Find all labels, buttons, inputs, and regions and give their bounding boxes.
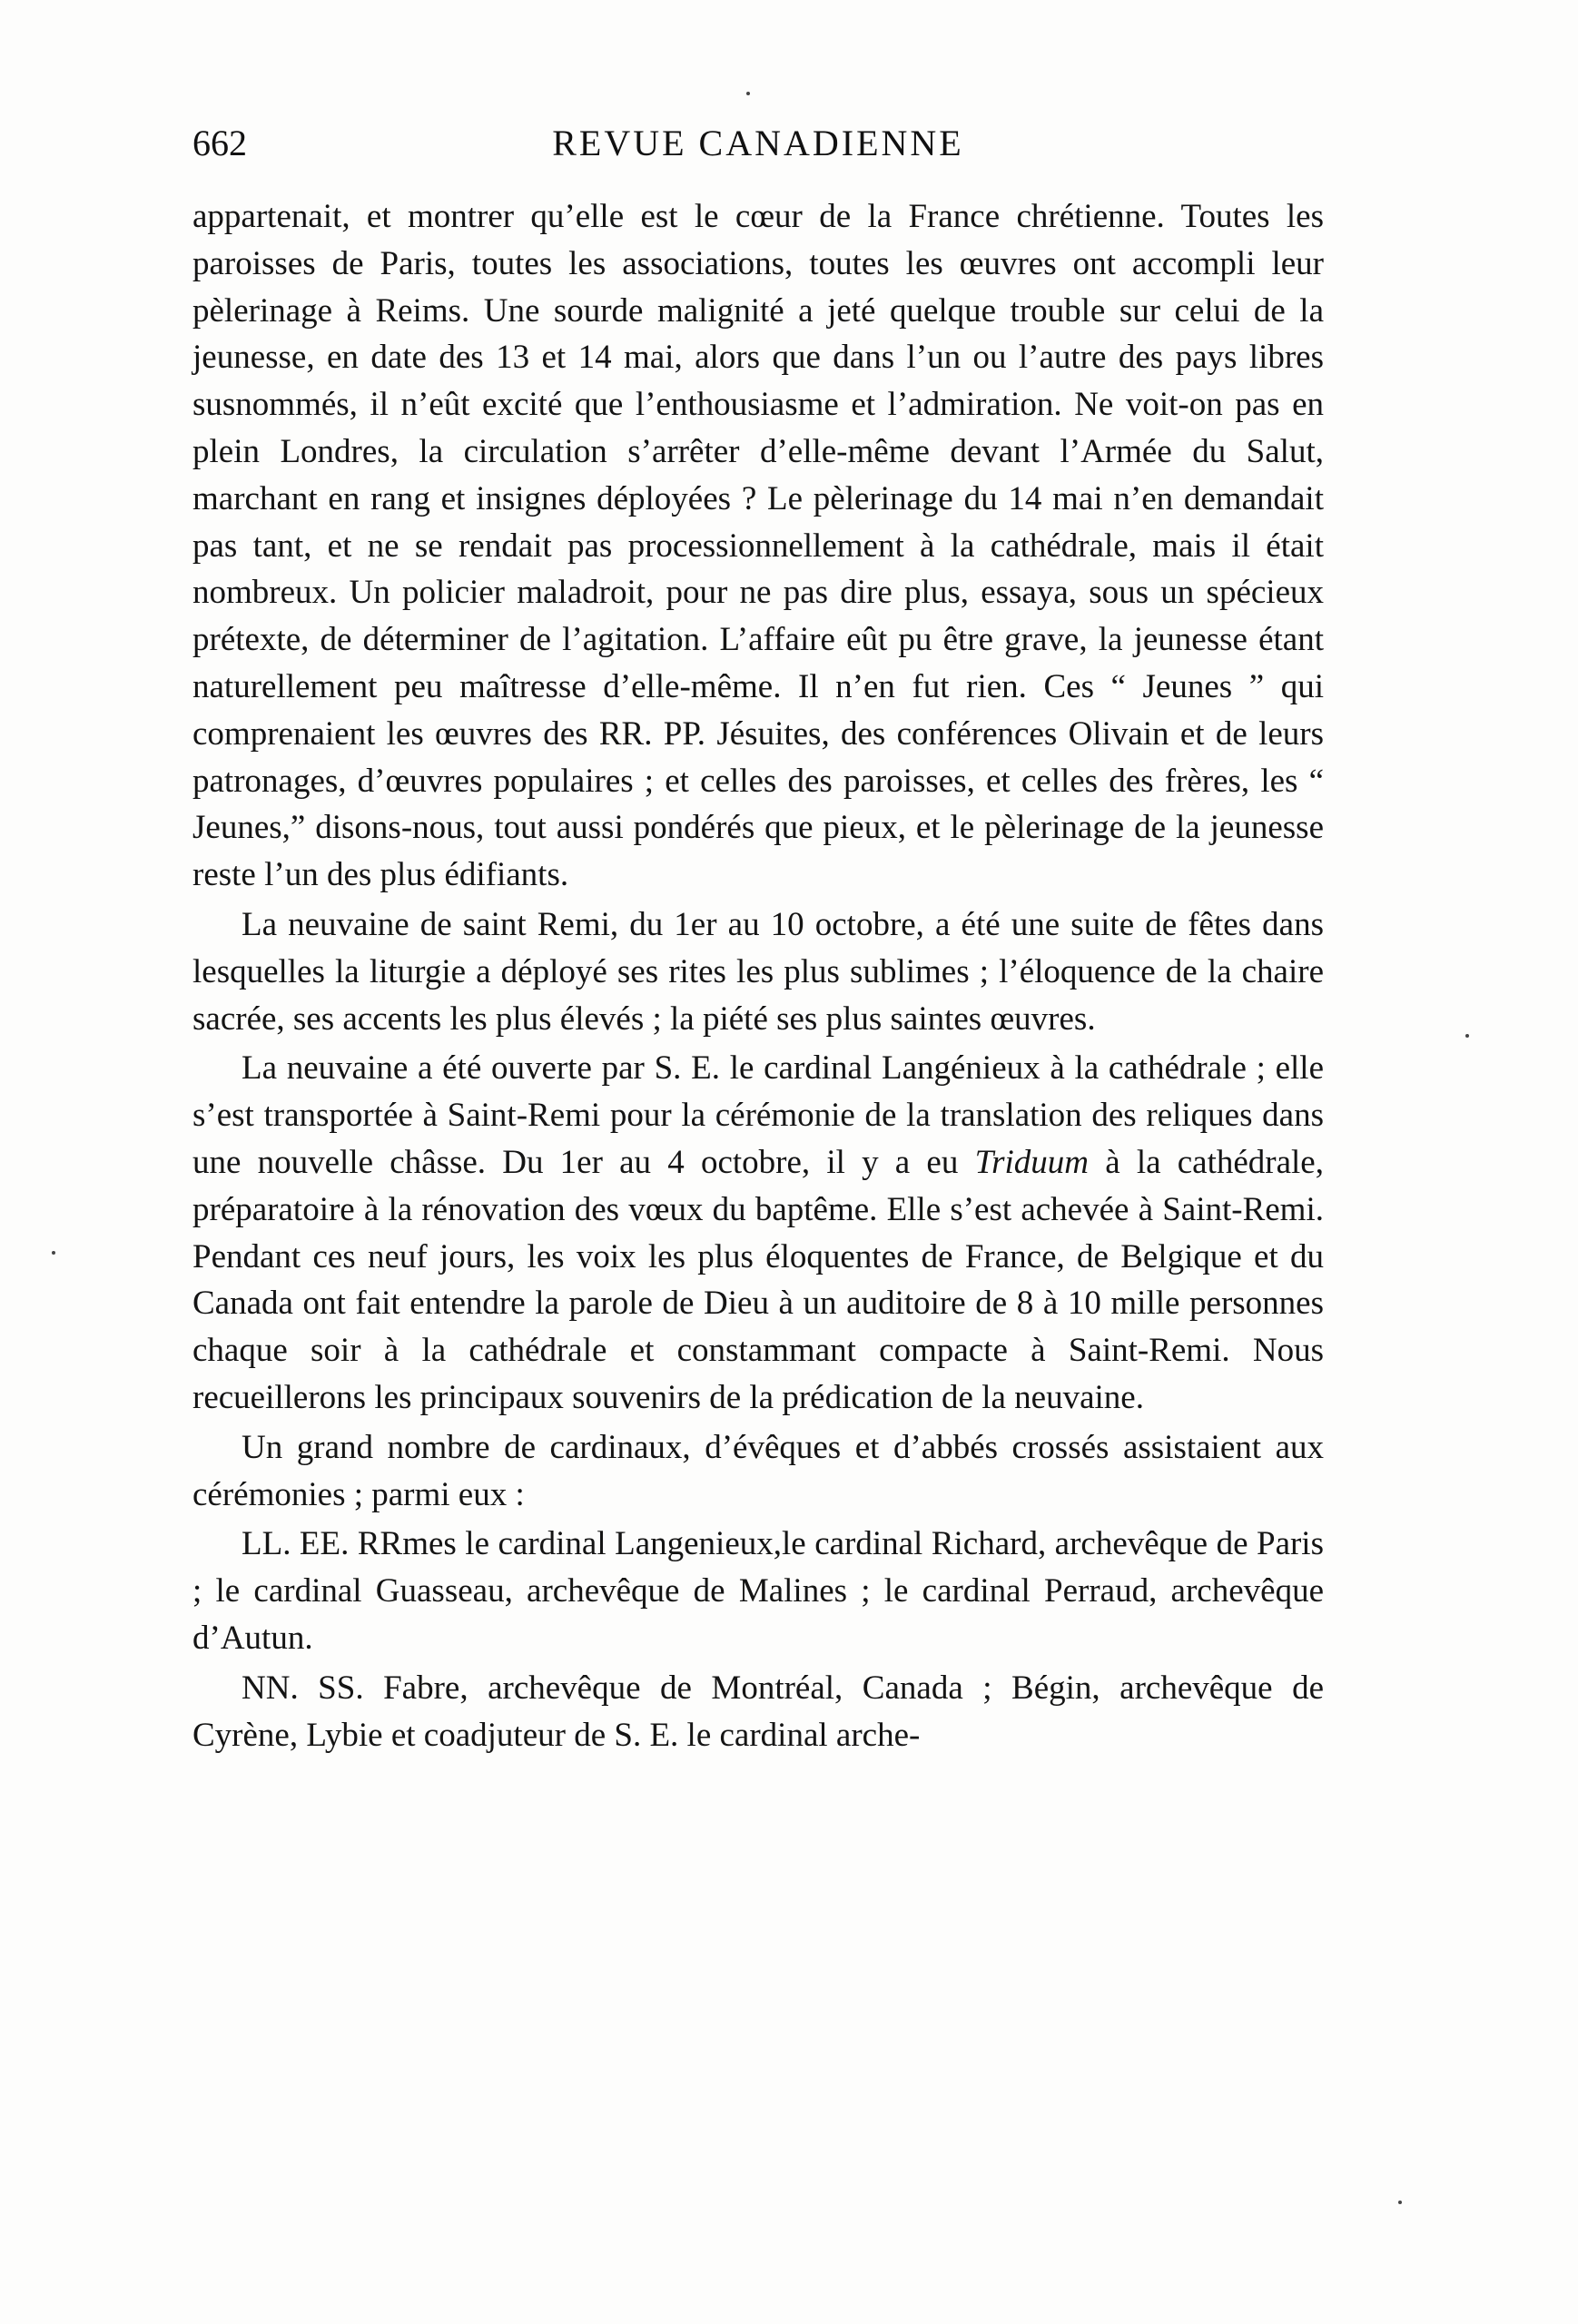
scan-speck [1465, 1034, 1469, 1038]
article-body [192, 193, 1324, 1758]
paragraph-2: La neuvaine de saint Remi, du 1er au 10 octobre, a été une suite de fêtes dans lesquelles la liturgie a déployé ses rites les plus sublimes ; l’éloquence de la chaire sacrée, ses accents les plus élevés ; la piété ses plus saintes œuvres. [192, 905, 1324, 1038]
running-head [192, 116, 1324, 171]
paragraph-3-part-2: Du 1er au 4 octobre, il y a eu [502, 1143, 959, 1181]
scan-speck [1398, 2201, 1402, 2204]
paragraph-3-part-3: à la cathédrale, préparatoire à la rénovation des vœux du baptême. Elle s’est achevée à Saint-Remi. Pendant ces neuf jours, les voix les plus éloquentes de France, de Belgique et du Canada ont fait entendre la parole de Dieu à un auditoire de 8 à 10 mille personnes chaque soir à la cathédrale et constammant compacte à Saint-Remi. Nous recueillerons les principaux souvenirs de la prédication de la neuvaine. [192, 1143, 1324, 1416]
paragraph-6: NN. SS. Fabre, archevêque de Montréal, Canada ; Bégin, archevêque de Cyrène, Lybie et coadjuteur de S. E. le cardinal arche- [192, 1669, 1324, 1754]
scan-speck [746, 92, 750, 95]
paragraph-4: Un grand nombre de cardinaux, d’évêques et d’abbés crossés assistaient aux cérémonies ; parmi eux : [192, 1428, 1324, 1513]
page-number: 662 [192, 123, 247, 163]
triduum-italic: Triduum [974, 1143, 1089, 1181]
paragraph-3-part-1: La neuvaine a été ouverte par S. E. le cardinal Langénieux à la cathédrale ; elle s’est transportée à Saint-Remi pour la cérémonie de la translation des reliques dans une nouvelle châsse. [192, 1049, 1324, 1181]
scan-speck [52, 1251, 55, 1255]
paragraph-5: LL. EE. RRmes le cardinal Langenieux,le cardinal Richard, archevêque de Paris ; le cardinal Guasseau, archevêque de Malines ; le cardinal Perraud, archevêque d’Autun. [192, 1525, 1324, 1657]
paragraph-3 [192, 1045, 1324, 1421]
journal-title: REVUE CANADIENNE [552, 123, 964, 163]
paragraph-1: appartenait, et montrer qu’elle est le cœur de la France chrétienne. Toutes les paroisses de Paris, toutes les associations, toutes les œuvres ont accompli leur pèlerinage à Reims. Une sourde malignité a jeté quelque trouble sur celui de la jeunesse, en date des 13 et 14 mai, alors que dans l’un ou l’autre des pays libres susnommés, il n’eût excité que l’enthousiasme et l’admiration. Ne voit-on pas en plein Londres, la circulation s’arrêter d’elle-même devant l’Armée du Salut, marchant en rang et insignes déployées ? Le pèlerinage du 14 mai n’en demandait pas tant, et ne se rendait pas processionnellement à la cathédrale, mais il était nombreux. Un policier maladroit, pour ne pas dire plus, essaya, sous un spécieux prétexte, de déterminer de l’agitation. L’affaire eût pu être grave, la jeunesse étant naturellement peu maîtresse d’elle-même. Il n’en fut rien. Ces “ Jeunes ” qui comprenaient les œuvres des RR. PP. Jésuites, des conférences Olivain et de leurs patronages, d’œuvres populaires ; et celles des paroisses, et celles des frères, les “ Jeunes,” disons-nous, tout aussi pondérés que pieux, et le pèlerinage de la jeunesse reste l’un des plus édifiants. [192, 198, 1324, 894]
